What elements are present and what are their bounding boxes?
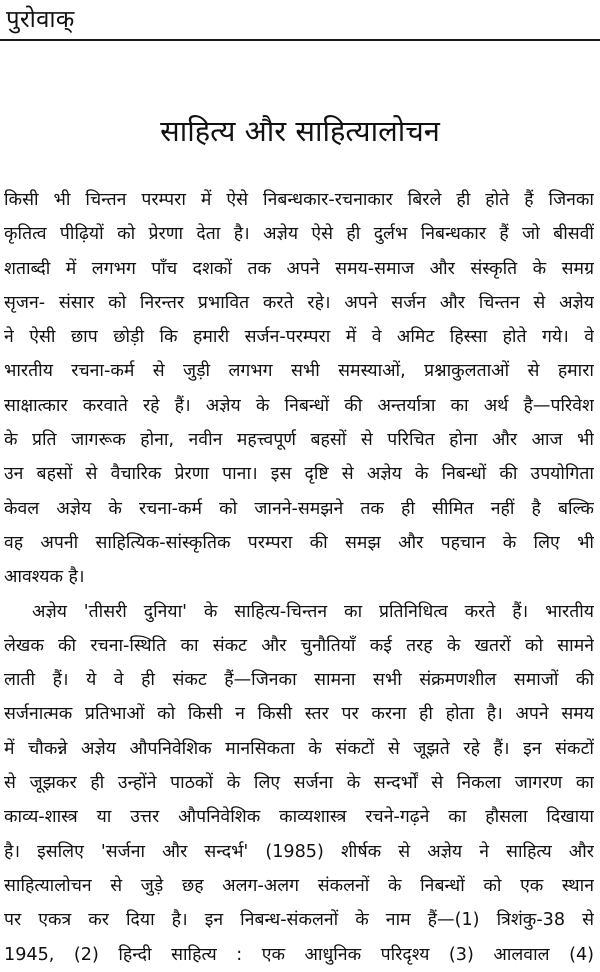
body-line: पर एकत्र कर दिया है। इन निबन्ध-संकलनों के नाम हैं—(1) त्रिशंकु-38 से — [4, 910, 594, 931]
body-line: सृजन- संसार को निरन्तर प्रभावित करते रहे। अपने सर्जन और चिन्तन से अज्ञेय — [4, 292, 594, 313]
body-text — [4, 183, 594, 972]
body-line: अज्ञेय 'तीसरी दुनिया' के साहित्य-चिन्तन का प्रतिनिधित्व करते हैं। भारतीय — [32, 601, 594, 622]
chapter-title: साहित्य और साहित्यालोचन — [160, 114, 440, 148]
body-line: ने ऐसी छाप छोड़ी कि हमारी सर्जन-परम्परा में वे अमिट हिस्सा होते गये। वे — [4, 327, 594, 348]
body-line: आवश्यक है। — [4, 567, 85, 588]
body-line: साहित्यालोचन से जुड़े छह अलग-अलग संकलनों के निबन्धों को एक स्थान — [4, 875, 594, 896]
body-line: भारतीय रचना-कर्म से जुड़ी लगभग सभी समस्याओं, प्रश्नाकुलताओं से हमारा — [4, 361, 594, 382]
running-header: पुरोवाक् — [6, 5, 75, 33]
body-line: किसी भी चिन्तन परम्परा में ऐसे निबन्धकार-रचनाकार बिरले ही होते हैं जिनका — [4, 190, 594, 210]
body-line: काव्य-शास्त्र या उत्तर औपनिवेशिक काव्यशास्त्र रचने-गढ़ने का हौसला दिखाया — [4, 807, 594, 828]
body-line: सर्जनात्मक प्रतिभाओं को किसी न किसी स्तर पर करना ही होता है। अपने समय — [4, 704, 594, 725]
body-line: है। इसलिए 'सर्जना और सन्दर्भ' (1985) शीर्षक से अज्ञेय ने साहित्य और — [4, 841, 594, 862]
body-line: साक्षात्कार करवाते रहे हैं। अज्ञेय के निबन्धों की अन्तर्यात्रा का अर्थ है—परिवेश — [4, 395, 594, 416]
body-line: कृतित्व पीढ़ियों को प्रेरणा देता है। अज्ञेय ऐसे ही दुर्लभ निबन्धकार हैं जो बीसवीं — [4, 224, 594, 245]
body-line: लाती हैं। ये वे ही संकट हैं—जिनका सामना सभी संक्रमणशील समाजों की — [4, 670, 594, 691]
body-line: लेखक की रचना-स्थिति का संकट और चुनौतियाँ कई तरह के खतरों को सामने — [4, 635, 594, 656]
body-line: के प्रति जागरूक होना, नवीन महत्त्वपूर्ण बहसों से परिचित होना और आज भी — [4, 430, 594, 451]
body-line: से जूझकर ही उन्होंने पाठकों के लिए सर्जना के सन्दर्भों से निकला जागरण का — [4, 773, 594, 794]
body-line: केवल अज्ञेय के रचना-कर्म को जानने-समझने तक ही सीमित नहीं है बल्कि — [4, 498, 594, 519]
body-line: 1945, (2) हिन्दी साहित्य : एक आधुनिक परिदृश्य (3) आलवाल (4) — [4, 944, 594, 965]
body-line: उन बहसों से वैचारिक प्रेरणा पाना। इस दृष्टि से अज्ञेय के निबन्धों की उपयोगिता — [4, 464, 594, 485]
header-rule — [0, 39, 600, 41]
body-line: में चौकन्ने अज्ञेय औपनिवेशिक मानसिकता के संकटों से जूझते रहे हैं। इन संकटों — [4, 738, 594, 759]
body-line: शताब्दी में लगभग पाँच दशकों तक अपने समय-समाज और संस्कृति के समग्र — [4, 258, 594, 279]
body-line: वह अपनी साहित्यिक-सांस्कृतिक परम्परा की समझ और पहचान के लिए भी — [4, 532, 594, 553]
